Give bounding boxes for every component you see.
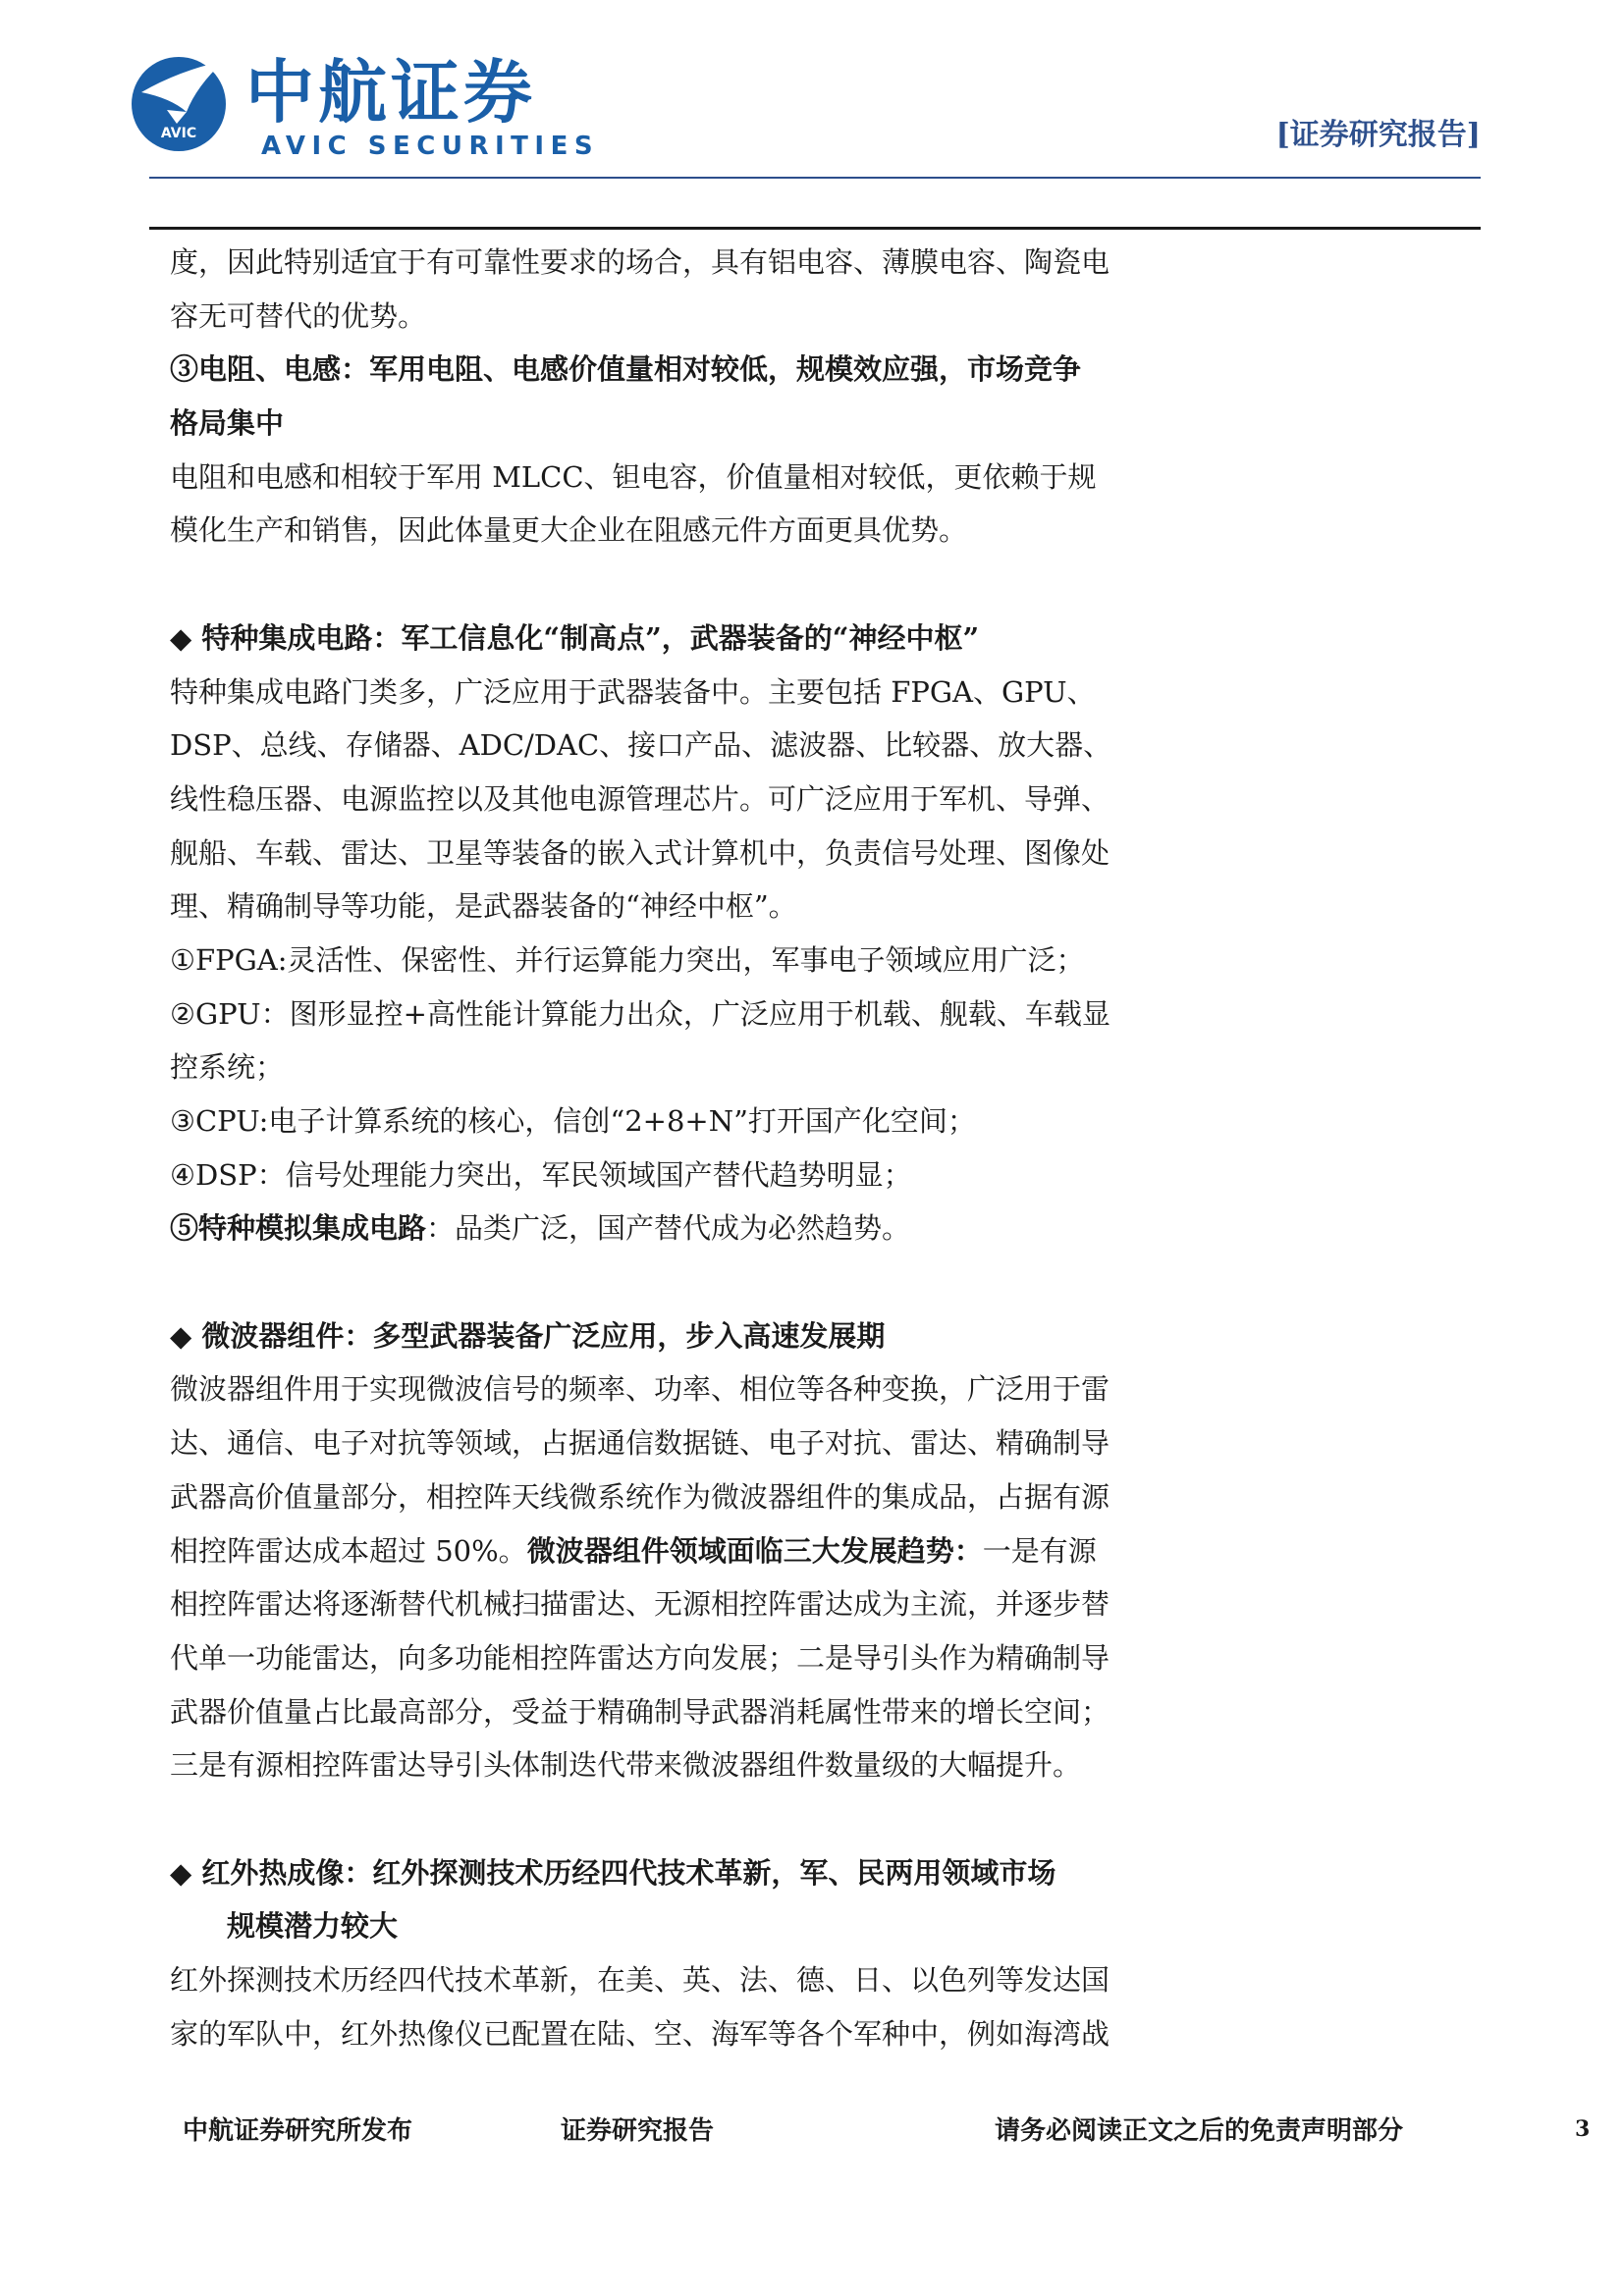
text-run: 相控阵雷达成本超过 50%。: [170, 1533, 527, 1568]
paragraph-line: 三是有源相控阵雷达导引头体制迭代带来微波器组件数量级的大幅提升。: [170, 1748, 1082, 1783]
report-body: [170, 236, 1112, 2060]
list-item-analog-ic: [170, 1201, 1112, 1255]
header-divider-black: [149, 227, 1481, 230]
paragraph-line: 武器价值量占比最高部分，受益于精确制导武器消耗属性带来的增长空间；: [170, 1694, 1110, 1729]
logo-mark-text: AVIC: [160, 126, 197, 141]
page-header: [0, 0, 1624, 236]
text-run-bold: 微波器组件领域面临三大发展趋势：: [526, 1533, 983, 1568]
section-heading-infrared-cont: 规模潜力较大: [227, 1909, 399, 1944]
paragraph-line: 舰船、车载、雷达、卫星等装备的嵌入式计算机中，负责信号处理、图像处: [170, 835, 1110, 870]
paragraph-line: 线性稳压器、电源监控以及其他电源管理芯片。可广泛应用于军机、导弹、: [170, 781, 1110, 816]
footer-disclaimer-notice: 请务必阅读正文之后的免责声明部分: [995, 2116, 1404, 2146]
paragraph-line: 理、精确制导等功能，是武器装备的“神经中枢”。: [170, 889, 797, 924]
paragraph-line: [170, 1524, 1112, 1578]
paragraph-line: 电阻和电感和相较于军用 MLCC、钽电容，价值量相对较低，更依赖于规: [170, 459, 1097, 494]
spacer: [170, 558, 1112, 612]
paragraph-line: 家的军队中，红外热像仪已配置在陆、空、海军等各个军种中，例如海湾战: [170, 2016, 1110, 2051]
list-item-fpga: ①FPGA:灵活性、保密性、并行运算能力突出，军事电子领域应用广泛；: [170, 942, 1085, 977]
paragraph-line: 模化生产和销售，因此体量更大企业在阻感元件方面更具优势。: [170, 513, 968, 548]
header-divider-blue: [149, 177, 1481, 179]
list-item-gpu: ②GPU：图形显控+高性能计算能力出众，广泛应用于机载、舰载、车载显: [170, 996, 1110, 1031]
logo-chinese-name: 中航证券: [245, 52, 536, 133]
avic-securities-logo: [128, 49, 600, 167]
paragraph-line: 容无可替代的优势。: [170, 298, 427, 333]
logo-english-name: AVIC SECURITIES: [261, 132, 600, 161]
list-item-dsp: ④DSP：信号处理能力突出，军民领域国产替代趋势明显；: [170, 1157, 912, 1192]
subheading-resistor-inductor-cont: 格局集中: [170, 406, 285, 441]
paragraph-line: 武器高价值量部分，相控阵天线微系统作为微波器组件的集成品，占据有源: [170, 1479, 1110, 1514]
analog-ic-label: ⑤特种模拟集成电路: [170, 1211, 427, 1246]
page-number: 3: [1575, 2116, 1591, 2142]
spacer: [170, 1792, 1112, 1846]
page-footer: [0, 2110, 1624, 2169]
report-type-tag: [证券研究报告]: [1275, 118, 1481, 152]
paragraph-line: 相控阵雷达将逐渐替代机械扫描雷达、无源相控阵雷达成为主流，并逐步替: [170, 1587, 1110, 1622]
section-heading-special-ic: ◆ 特种集成电路：军工信息化“制高点”，武器装备的“神经中枢”: [170, 620, 980, 655]
analog-ic-text: ：品类广泛，国产替代成为必然趋势。: [426, 1211, 911, 1246]
paragraph-line: 红外探测技术历经四代技术革新，在美、英、法、德、日、以色列等发达国: [170, 1963, 1110, 1997]
list-item-gpu-cont: 控系统；: [170, 1050, 285, 1085]
plane-logo-icon: [128, 53, 230, 155]
spacer: [170, 1255, 1112, 1309]
paragraph-line: 达、通信、电子对抗等领域，占据通信数据链、电子对抗、雷达、精确制导: [170, 1426, 1110, 1461]
paragraph-line: 度，因此特别适宜于有可靠性要求的场合，具有铝电容、薄膜电容、陶瓷电: [170, 245, 1110, 279]
paragraph-line: 微波器组件用于实现微波信号的频率、功率、相位等各种变换，广泛用于雷: [170, 1372, 1110, 1407]
text-run: 一是有源: [982, 1533, 1097, 1568]
section-heading-infrared: ◆ 红外热成像：红外探测技术历经四代技术革新，军、民两用领域市场: [170, 1855, 1056, 1890]
paragraph-line: 代单一功能雷达，向多功能相控阵雷达方向发展；二是导引头作为精确制导: [170, 1640, 1110, 1675]
list-item-cpu: ③CPU:电子计算系统的核心，信创“2+8+N”打开国产化空间；: [170, 1104, 976, 1138]
footer-report-type: 证券研究报告: [561, 2116, 715, 2146]
section-heading-microwave: ◆ 微波器组件：多型武器装备广泛应用，步入高速发展期: [170, 1318, 886, 1353]
paragraph-line: DSP、总线、存储器、ADC/DAC、接口产品、滤波器、比较器、放大器、: [170, 728, 1112, 763]
footer-publisher: 中航证券研究所发布: [183, 2116, 413, 2146]
paragraph-line: 特种集成电路门类多，广泛应用于武器装备中。主要包括 FPGA、GPU、: [170, 674, 1096, 709]
subheading-resistor-inductor: ③电阻、电感：军用电阻、电感价值量相对较低，规模效应强，市场竞争: [170, 352, 1082, 387]
